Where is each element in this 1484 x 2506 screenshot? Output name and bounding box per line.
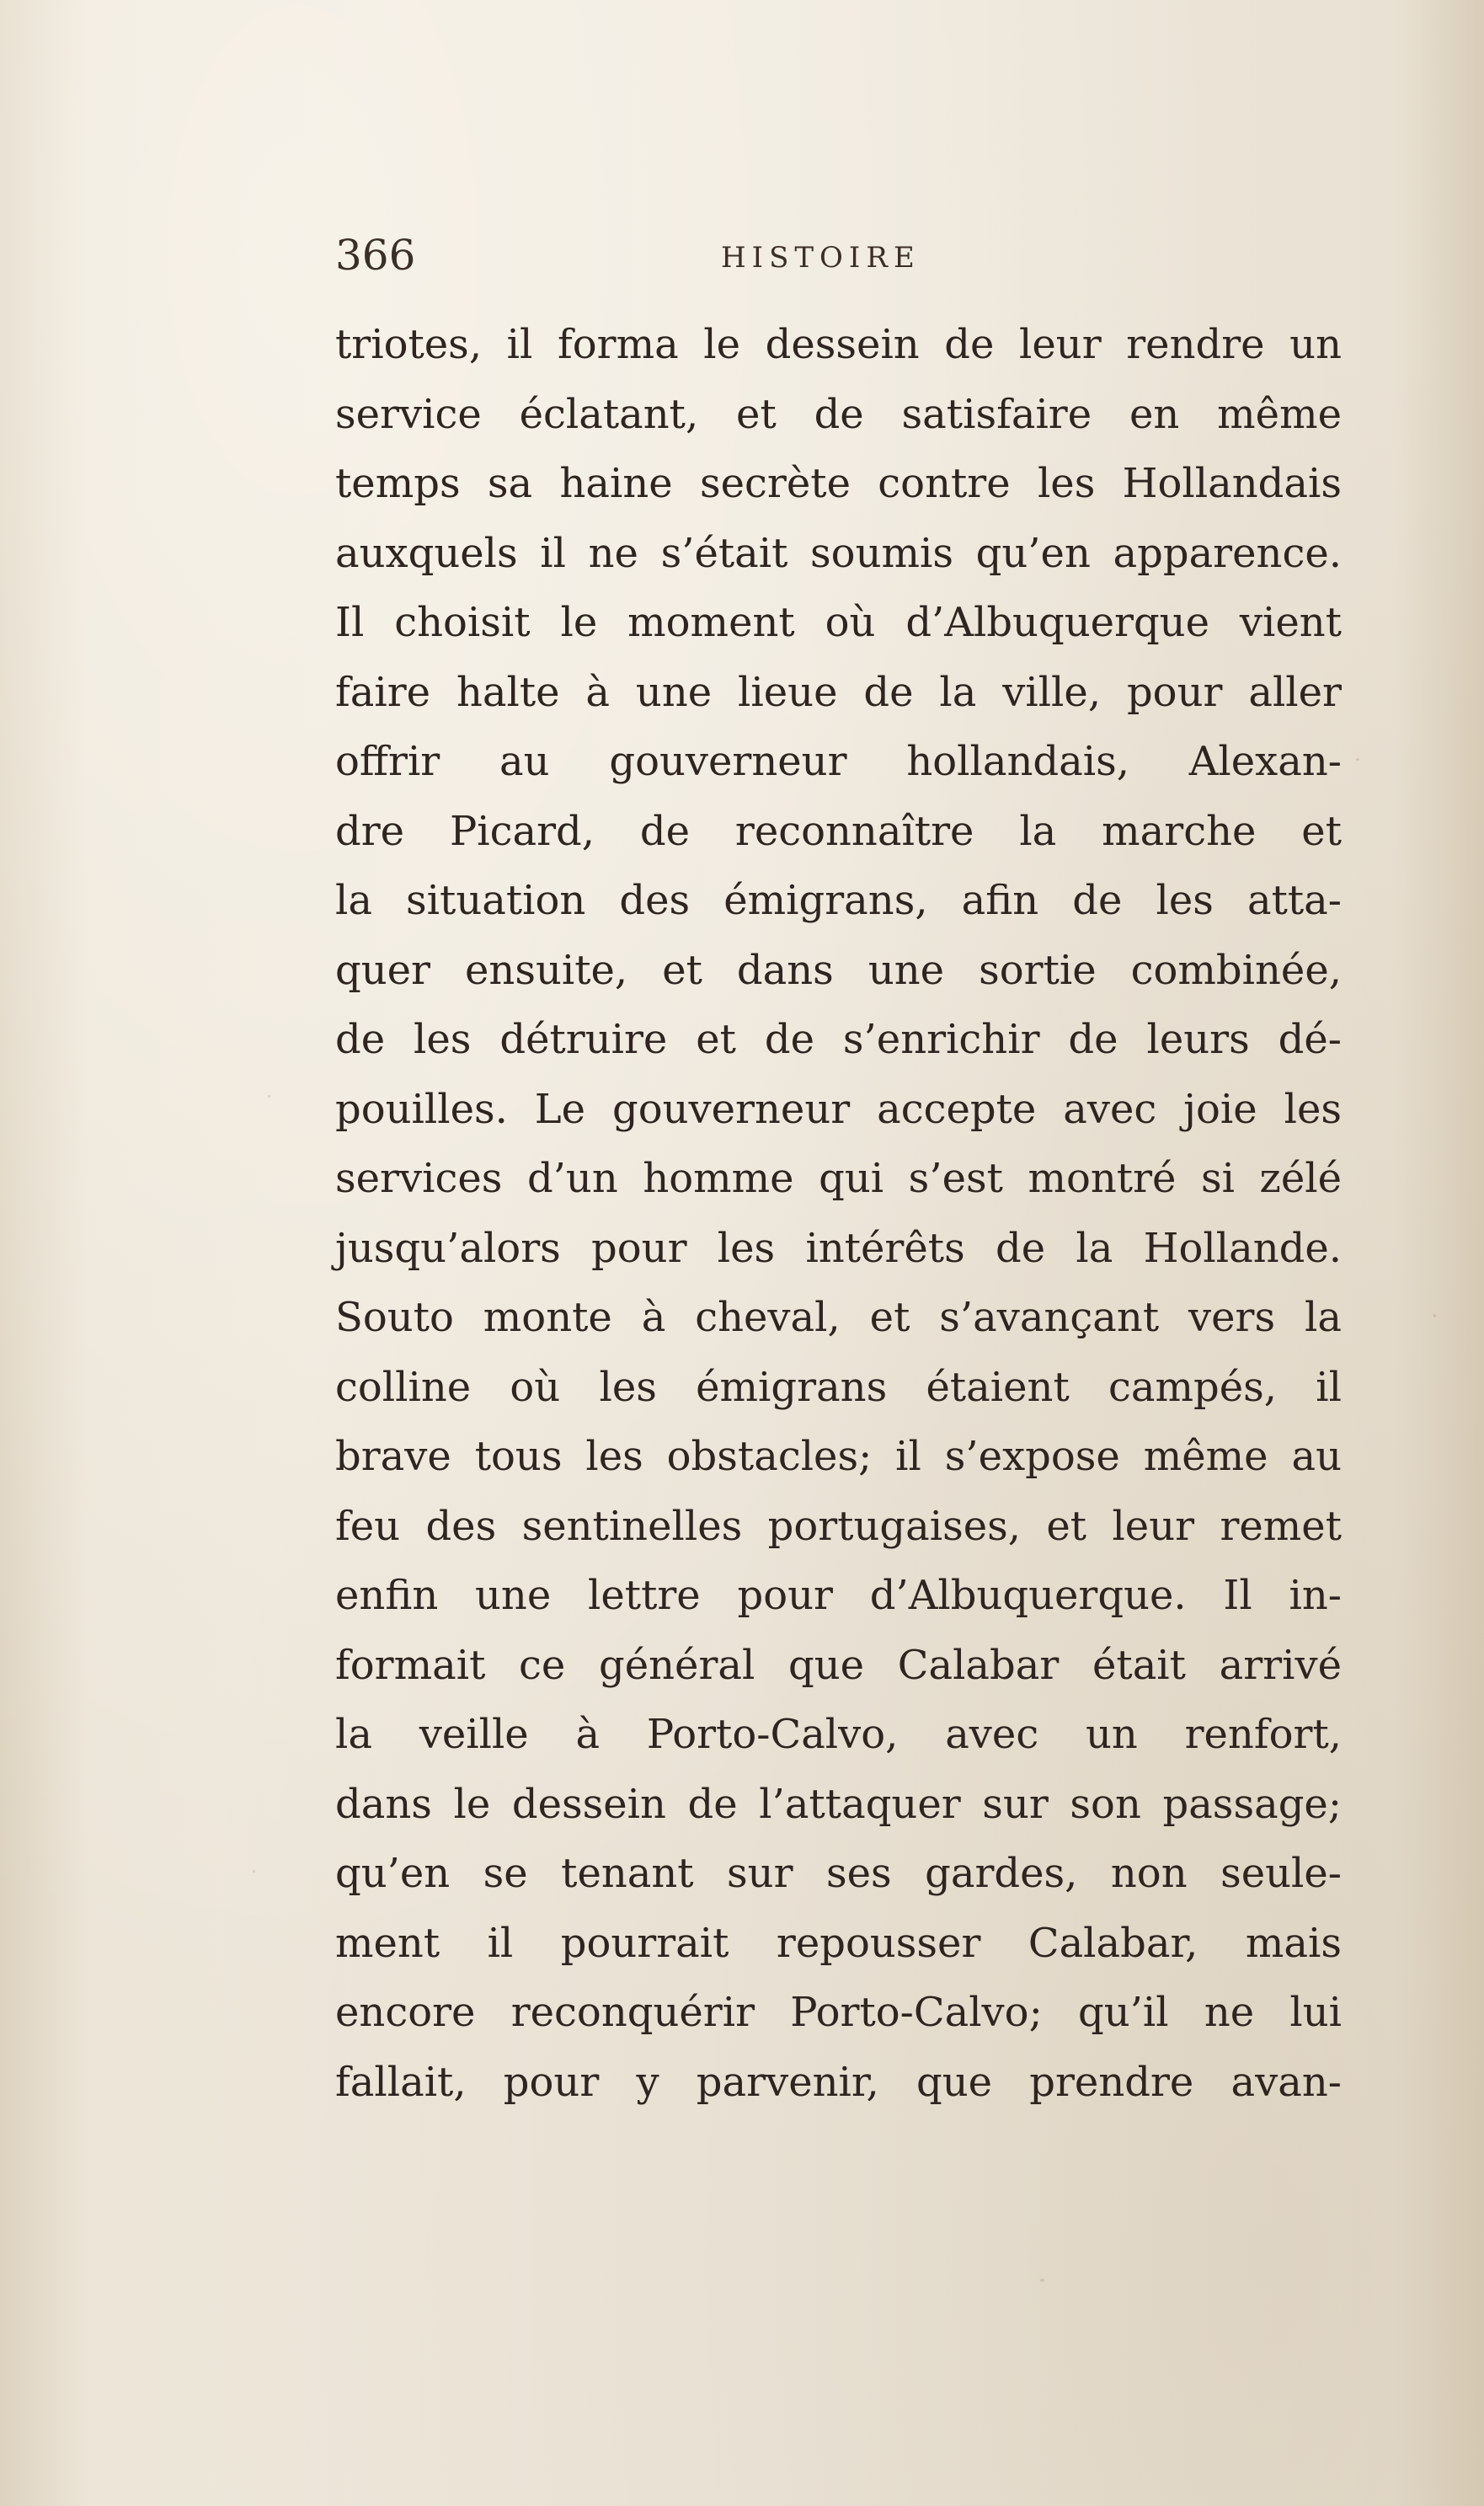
text-line: qu’en se tenant sur ses gardes, non seule- — [335, 1850, 1342, 1897]
text-line: jusqu’alors pour les intérêts de la Hollande. — [335, 1224, 1342, 1272]
text-line: triotes, il forma le dessein de leur rendre un — [335, 321, 1342, 368]
text-line: temps sa haine secrète contre les Hollandais — [335, 460, 1342, 507]
paper-speck — [1040, 2279, 1044, 2282]
running-head: HISTOIRE — [721, 241, 921, 275]
text-line: auxquels il ne s’était soumis qu’en apparence. — [335, 529, 1342, 577]
text-line: dans le dessein de l’attaquer sur son passage; — [335, 1780, 1342, 1828]
text-line: de les détruire et de s’enrichir de leurs dé- — [335, 1016, 1342, 1063]
text-line: quer ensuite, et dans une sortie combinée, — [335, 946, 1342, 994]
text-line: offrir au gouverneur hollandais, Alexan- — [335, 738, 1342, 785]
text-line: faire halte à une lieue de la ville, pour aller — [335, 668, 1342, 716]
page-number: 366 — [335, 231, 416, 280]
paper-speck — [268, 1095, 270, 1098]
text-line: services d’un homme qui s’est montré si zélé — [335, 1155, 1342, 1202]
text-line: pouilles. Le gouverneur accepte avec joie les — [335, 1085, 1342, 1133]
text-line: Souto monte à cheval, et s’avançant vers la — [335, 1294, 1342, 1341]
text-line: fallait, pour y parvenir, que prendre avan- — [335, 2058, 1342, 2106]
paper-speck — [1433, 1314, 1436, 1317]
body-text — [335, 310, 1342, 2117]
text-line: la situation des émigrans, afin de les atta- — [335, 877, 1342, 924]
text-line: Il choisit le moment où d’Albuquerque vient — [335, 599, 1342, 646]
text-line: dre Picard, de reconnaître la marche et — [335, 807, 1342, 855]
text-line: enfin une lettre pour d’Albuquerque. Il in- — [335, 1572, 1342, 1619]
text-line: brave tous les obstacles; il s’expose même au — [335, 1433, 1342, 1480]
text-line: service éclatant, et de satisfaire en même — [335, 390, 1342, 438]
text-line: ment il pourrait repousser Calabar, mais — [335, 1919, 1342, 1967]
paper-speck — [253, 1870, 255, 1873]
text-line: colline où les émigrans étaient campés, il — [335, 1363, 1342, 1411]
paper-speck — [1356, 758, 1359, 761]
text-line: encore reconquérir Porto-Calvo; qu’il ne lui — [335, 1989, 1342, 2036]
page-header — [335, 226, 1346, 285]
text-line: la veille à Porto-Calvo, avec un renfort, — [335, 1711, 1342, 1758]
text-line: formait ce général que Calabar était arrivé — [335, 1641, 1342, 1689]
text-line: feu des sentinelles portugaises, et leur remet — [335, 1502, 1342, 1550]
